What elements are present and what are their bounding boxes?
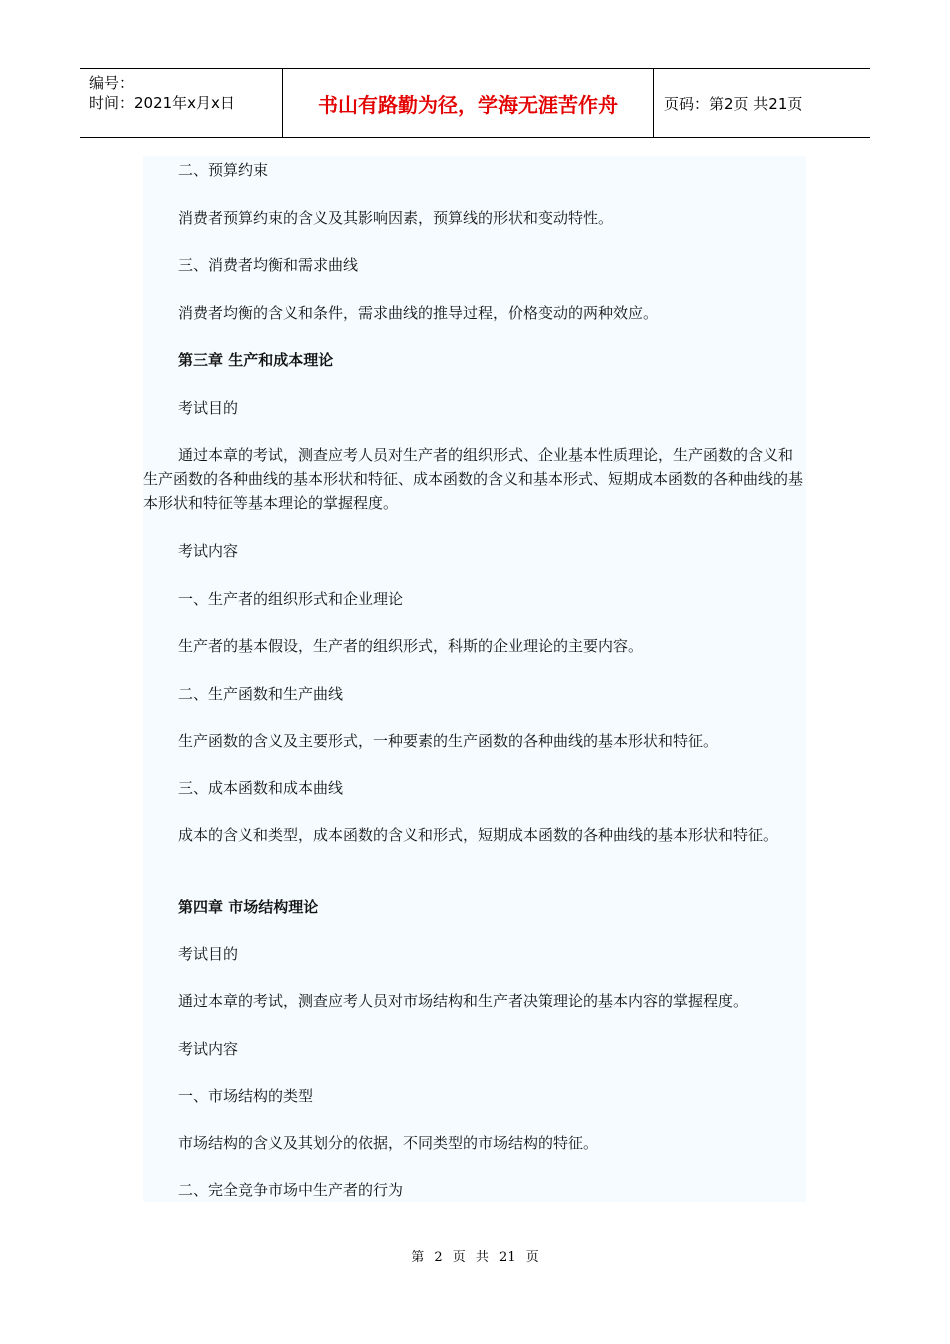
- header-left: [80, 69, 282, 137]
- paragraph: 通过本章的考试，测查应考人员对市场结构和生产者决策理论的基本内容的掌握程度。: [178, 992, 749, 1010]
- section-heading: 三、消费者均衡和需求曲线: [178, 256, 359, 274]
- section-heading: 二、完全竞争市场中生产者的行为: [178, 1181, 404, 1199]
- section-heading: 三、成本函数和成本曲线: [178, 779, 344, 797]
- paragraph: 通过本章的考试，测查应考人员对生产者的组织形式、企业基本性质理论，生产函数的含义和生产函数的各种曲线的基本形状和特征、成本函数的含义和基本形式、短期成本函数的各种曲线的基本形状和特征等基本理论的掌握程度。: [143, 446, 804, 512]
- subheading: 考试内容: [178, 542, 239, 560]
- paragraph: 市场结构的含义及其划分的依据，不同类型的市场结构的特征。: [178, 1134, 599, 1152]
- paragraph: 成本的含义和类型，成本函数的含义和形式，短期成本函数的各种曲线的基本形状和特征。: [178, 826, 779, 844]
- time-label: 时间：2021年x月x日: [89, 94, 235, 112]
- subheading: 考试目的: [178, 399, 239, 417]
- page-info: 页码：第2页 共21页: [664, 94, 803, 113]
- motto: 书山有路勤为径，学海无涯苦作舟: [282, 69, 654, 137]
- page-header: [80, 68, 870, 138]
- paragraph: 消费者均衡的含义和条件，需求曲线的推导过程，价格变动的两种效应。: [178, 304, 659, 322]
- subheading: 考试内容: [178, 1040, 239, 1058]
- number-label: 编号：: [89, 74, 135, 92]
- section-heading: 二、预算约束: [178, 161, 269, 179]
- section-heading: 二、生产函数和生产曲线: [178, 685, 344, 703]
- chapter-heading: 第四章 市场结构理论: [178, 898, 319, 916]
- paragraph: 生产者的基本假设，生产者的组织形式，科斯的企业理论的主要内容。: [178, 637, 644, 655]
- chapter-heading: 第三章 生产和成本理论: [178, 351, 334, 369]
- section-heading: 一、生产者的组织形式和企业理论: [178, 590, 404, 608]
- subheading: 考试目的: [178, 945, 239, 963]
- paragraph: 生产函数的含义及主要形式，一种要素的生产函数的各种曲线的基本形状和特征。: [178, 732, 719, 750]
- document-body: [143, 156, 806, 1202]
- section-heading: 一、市场结构的类型: [178, 1087, 314, 1105]
- paragraph: 消费者预算约束的含义及其影响因素，预算线的形状和变动特性。: [178, 209, 614, 227]
- page-footer: 第 2 页 共 21 页: [411, 1250, 539, 1265]
